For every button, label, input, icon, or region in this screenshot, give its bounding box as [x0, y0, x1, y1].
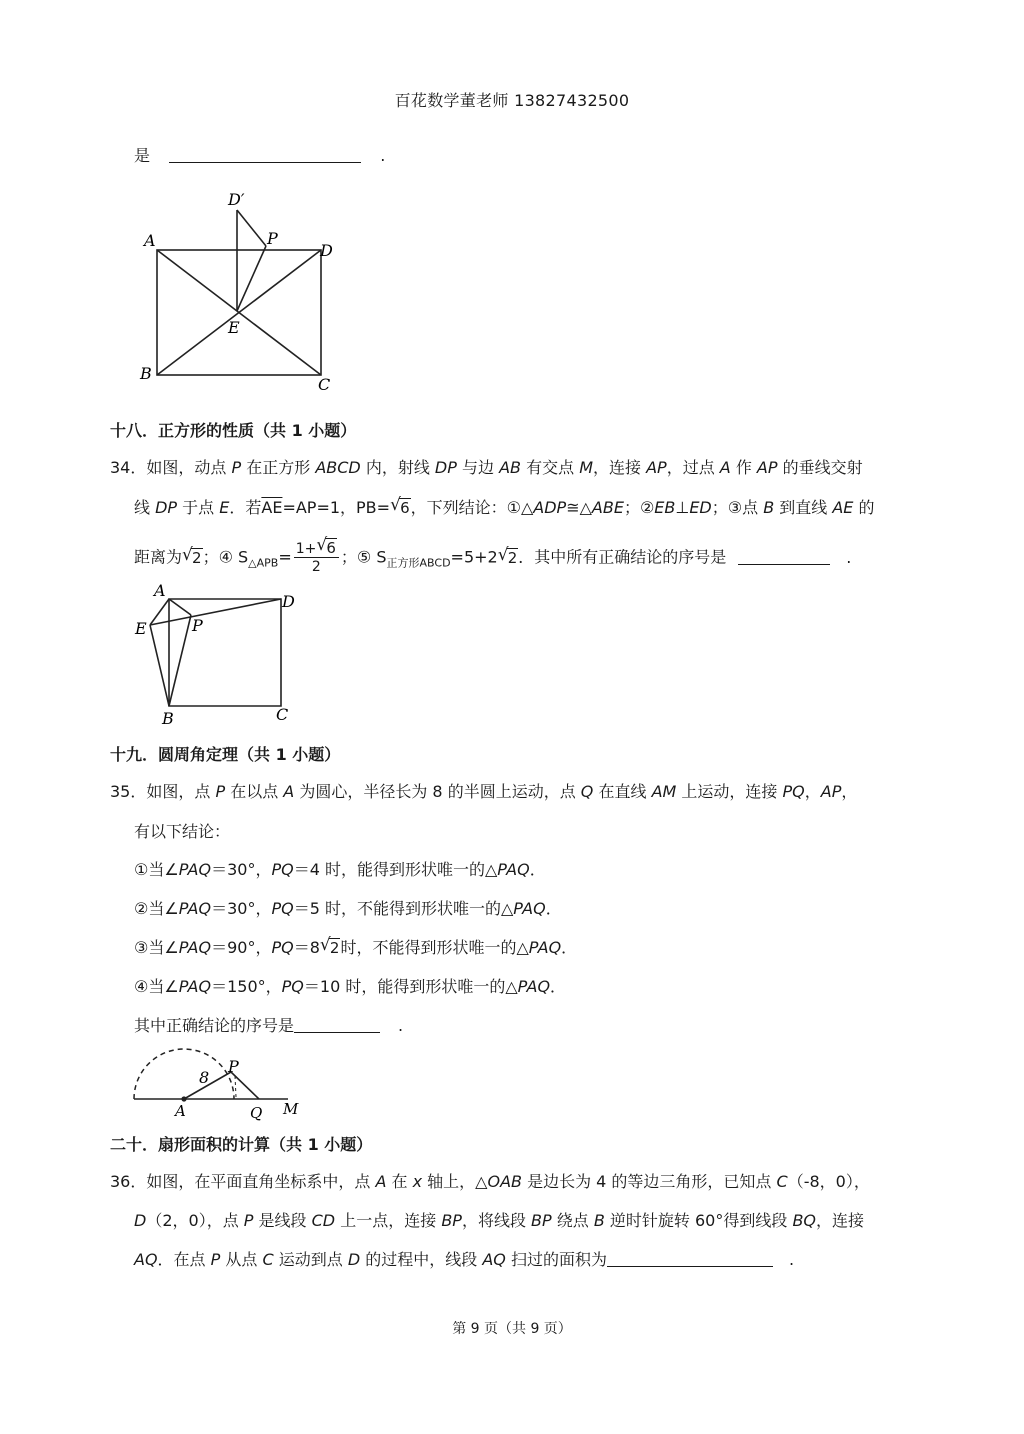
- label-8: 8: [199, 1068, 210, 1087]
- text: ．: [561, 938, 578, 957]
- var-d: D: [134, 1211, 147, 1230]
- figure-q34: [130, 578, 310, 730]
- var-aq: AQ: [134, 1250, 158, 1269]
- var-paq: PAQ: [528, 938, 562, 957]
- label-a: A: [154, 581, 166, 600]
- var-paq: PAQ: [178, 977, 212, 996]
- var-adp: ADP: [533, 498, 567, 517]
- text: 与边: [456, 458, 500, 477]
- var-a: A: [375, 1172, 387, 1191]
- text: ；②: [623, 498, 655, 517]
- radicand: 2: [507, 548, 518, 567]
- text: ＝8: [293, 938, 320, 957]
- text: 内，射线: [360, 458, 435, 477]
- var-ap: AP: [820, 782, 842, 801]
- label-d: D: [320, 241, 333, 260]
- var-paq: PAQ: [517, 977, 551, 996]
- q35-conclusion-4: [134, 977, 566, 997]
- var-ab: AB: [499, 458, 521, 477]
- var-paq: PAQ: [178, 938, 212, 957]
- square-abcd: [169, 599, 281, 706]
- q33-answer-line: [134, 146, 385, 166]
- text: 1+: [295, 541, 317, 557]
- var-dp: DP: [434, 458, 457, 477]
- q34-line-2: [134, 495, 875, 518]
- radicand: 6: [400, 499, 410, 517]
- var-pq: PQ: [271, 860, 294, 879]
- sqrt: √ 6: [316, 535, 336, 557]
- var-b: B: [593, 1211, 605, 1230]
- var-dp: DP: [155, 498, 178, 517]
- sqrt: √ 2: [319, 935, 340, 957]
- var-ap: AP: [646, 458, 667, 477]
- text: 从点: [220, 1250, 263, 1269]
- text: 35．如图，点: [110, 782, 216, 801]
- text: ．: [529, 860, 546, 879]
- var-c: C: [262, 1250, 274, 1269]
- label-b: B: [162, 709, 174, 728]
- label-p: P: [228, 1057, 239, 1076]
- var-pq: PQ: [782, 782, 805, 801]
- radicand: 2: [329, 939, 340, 957]
- text: 在以点: [225, 782, 284, 801]
- label-p: P: [267, 229, 278, 248]
- subscript: 正方形ABCD: [386, 556, 451, 570]
- var-q: Q: [580, 782, 594, 801]
- text: （-8，0），: [787, 1172, 870, 1191]
- text: ＝30°，: [211, 899, 272, 918]
- sqrt: √ 2: [497, 544, 518, 567]
- label-e: E: [228, 318, 240, 337]
- var-d: D: [347, 1250, 361, 1269]
- var-eb-perp-ed: EB⊥ED: [654, 498, 712, 517]
- section-20-title: 二十．扇形面积的计算（共 1 小题）: [110, 1135, 373, 1154]
- var-bp: BP: [441, 1211, 462, 1230]
- text: .: [398, 1016, 404, 1035]
- section-19-title: 十九．圆周角定理（共 1 小题）: [110, 745, 341, 764]
- text: 绕点: [551, 1211, 594, 1230]
- text: ；⑤ S: [340, 547, 387, 567]
- var-bp: BP: [531, 1211, 552, 1230]
- var-paq: PAQ: [178, 899, 212, 918]
- text: 上一点，连接: [335, 1211, 442, 1230]
- figure-q35: [126, 1042, 312, 1126]
- label-b: B: [140, 364, 152, 383]
- text: ＝150°，: [211, 977, 282, 996]
- text: 有交点: [521, 458, 580, 477]
- q36-line-2: [134, 1211, 864, 1231]
- text: ．其中所有正确结论的序号是: [518, 547, 727, 567]
- var-cd: CD: [311, 1211, 336, 1230]
- label-a: A: [144, 231, 156, 250]
- var-m: M: [579, 458, 593, 477]
- label-d-prime: D′: [228, 190, 245, 209]
- segment-ap: [169, 599, 191, 615]
- q35-answer-line: [134, 1016, 403, 1036]
- label-c: C: [276, 705, 289, 724]
- text: ①当∠: [134, 860, 179, 879]
- text: 的垂线交射: [777, 458, 863, 477]
- var-x: x: [412, 1172, 423, 1191]
- var-a: A: [719, 458, 731, 477]
- point-a: [181, 1096, 186, 1101]
- var-am: AM: [651, 782, 677, 801]
- text: .: [846, 547, 852, 567]
- text: ，过点: [666, 458, 720, 477]
- q36-line-3: [134, 1250, 794, 1270]
- answer-blank[interactable]: [738, 548, 830, 565]
- var-pq: PQ: [271, 938, 294, 957]
- var-pq: PQ: [271, 899, 294, 918]
- var-bq: BQ: [792, 1211, 817, 1230]
- text: ＝5 时，不能得到形状唯一的△: [293, 899, 514, 918]
- label-m: M: [283, 1100, 299, 1118]
- text: .: [789, 1250, 795, 1269]
- text: 36．如图，在平面直角坐标系中，点: [110, 1172, 376, 1191]
- text: 线: [134, 498, 156, 517]
- text: =AP=1，PB=: [282, 498, 391, 517]
- text: 在直线: [593, 782, 652, 801]
- page-footer: 第 9 页（共 9 页）: [452, 1321, 572, 1337]
- q35-conclusion-2: [134, 899, 562, 919]
- q35-conclusion-1: [134, 860, 546, 880]
- text: =5+2: [450, 547, 498, 567]
- var-oab: OAB: [487, 1172, 522, 1191]
- denominator: 2: [311, 559, 321, 575]
- text: ＝4 时，能得到形状唯一的△: [293, 860, 498, 879]
- var-ap: AP: [756, 458, 778, 477]
- text: （2，0），点: [146, 1211, 244, 1230]
- text: 的过程中，线段: [360, 1250, 483, 1269]
- text: ．在点: [157, 1250, 211, 1269]
- text: ④当∠: [134, 977, 179, 996]
- label-p: P: [192, 616, 203, 635]
- answer-blank[interactable]: [294, 1016, 380, 1033]
- q33-suffix: .: [380, 146, 386, 165]
- text: 在正方形: [241, 458, 316, 477]
- q35-conclusion-3: [134, 935, 578, 958]
- var-a: A: [283, 782, 295, 801]
- text: 于点: [177, 498, 220, 517]
- text: 逆时针旋转 60°得到线段: [604, 1211, 793, 1230]
- label-a: A: [175, 1102, 186, 1120]
- text: ≅△: [566, 498, 592, 517]
- var-ae: $\overline{AE}$: [261, 498, 283, 517]
- text: ＝90°，: [211, 938, 272, 957]
- text: 扫过的面积为: [505, 1250, 607, 1269]
- answer-blank[interactable]: [169, 146, 361, 163]
- text: ＝30°，: [211, 860, 272, 879]
- text: ．: [545, 899, 562, 918]
- var-e: E: [219, 498, 230, 517]
- text: =: [278, 547, 292, 567]
- var-b: B: [763, 498, 775, 517]
- segment-eb: [150, 625, 169, 706]
- text: ，连接: [816, 1211, 865, 1230]
- text: ，下列结论：①△: [410, 498, 534, 517]
- text: 距离为: [134, 547, 183, 567]
- q34-line-3: [134, 535, 852, 576]
- text: ③当∠: [134, 938, 179, 957]
- segment-p-e: [237, 246, 266, 311]
- text: ，将线段: [461, 1211, 532, 1230]
- text: 如图，动点: [146, 458, 232, 477]
- label-q: Q: [250, 1104, 263, 1122]
- fraction: [294, 535, 339, 576]
- section-18-title: 十八．正方形的性质（共 1 小题）: [110, 421, 357, 440]
- answer-blank[interactable]: [607, 1250, 773, 1267]
- segment-d-prime-p: [237, 210, 266, 246]
- var-abe: ABE: [591, 498, 624, 517]
- text: 运动到点: [273, 1250, 348, 1269]
- var-ae: AE: [832, 498, 854, 517]
- page-header: 百花数学董老师 13827432500: [394, 91, 630, 110]
- text: 时，不能得到形状唯一的△: [340, 938, 529, 957]
- var-abcd: ABCD: [315, 458, 361, 477]
- text: ，: [804, 782, 821, 801]
- text: 作: [730, 458, 757, 477]
- radicand: 6: [326, 539, 336, 557]
- q35-line-1: [110, 782, 857, 802]
- var-paq: PAQ: [178, 860, 212, 879]
- text: 上运动，连接: [676, 782, 783, 801]
- text: ，连接: [593, 458, 647, 477]
- figure-q33: [136, 188, 346, 398]
- numerator: [294, 535, 339, 558]
- var-paq: PAQ: [513, 899, 546, 918]
- semicircle-dashed: [134, 1049, 234, 1099]
- var-pq: PQ: [281, 977, 304, 996]
- text: 到直线: [774, 498, 833, 517]
- label-e: E: [135, 619, 147, 638]
- text: ＝10 时，能得到形状唯一的△: [303, 977, 518, 996]
- sqrt: √ 2: [182, 544, 202, 567]
- text: 为圆心，半径长为 8 的半圆上运动，点: [294, 782, 581, 801]
- text: 其中正确结论的序号是: [134, 1016, 295, 1035]
- var-c: C: [776, 1172, 788, 1191]
- var-paq: PAQ: [497, 860, 530, 879]
- text: ．若: [229, 498, 262, 517]
- var-p: P: [231, 458, 242, 477]
- q36-line-1: [110, 1172, 870, 1192]
- var-aq: AQ: [482, 1250, 506, 1269]
- text: 的: [853, 498, 875, 517]
- label-c: C: [318, 375, 331, 394]
- q35-line-2: 有以下结论：: [134, 822, 231, 841]
- text: 是线段: [253, 1211, 312, 1230]
- q34-number: 34．: [110, 458, 147, 477]
- text: 在: [386, 1172, 413, 1191]
- sqrt: √ 6: [390, 495, 410, 517]
- var-p: P: [215, 782, 226, 801]
- text: ，: [841, 782, 858, 801]
- segment-pb: [169, 615, 191, 706]
- text: ．: [550, 977, 567, 996]
- label-d: D: [282, 592, 295, 611]
- var-p: P: [210, 1250, 221, 1269]
- subscript: △APB: [248, 556, 279, 570]
- q34-line-1: [110, 458, 863, 478]
- q33-prefix: 是: [134, 146, 151, 165]
- text: ；④ S: [202, 547, 249, 567]
- text: ；③点: [711, 498, 764, 517]
- var-p: P: [243, 1211, 254, 1230]
- dashed-perpendicular: [235, 1076, 236, 1097]
- text: ②当∠: [134, 899, 179, 918]
- text: 轴上，△: [422, 1172, 488, 1191]
- radicand: 2: [192, 548, 202, 567]
- text: 是边长为 4 的等边三角形，已知点: [521, 1172, 777, 1191]
